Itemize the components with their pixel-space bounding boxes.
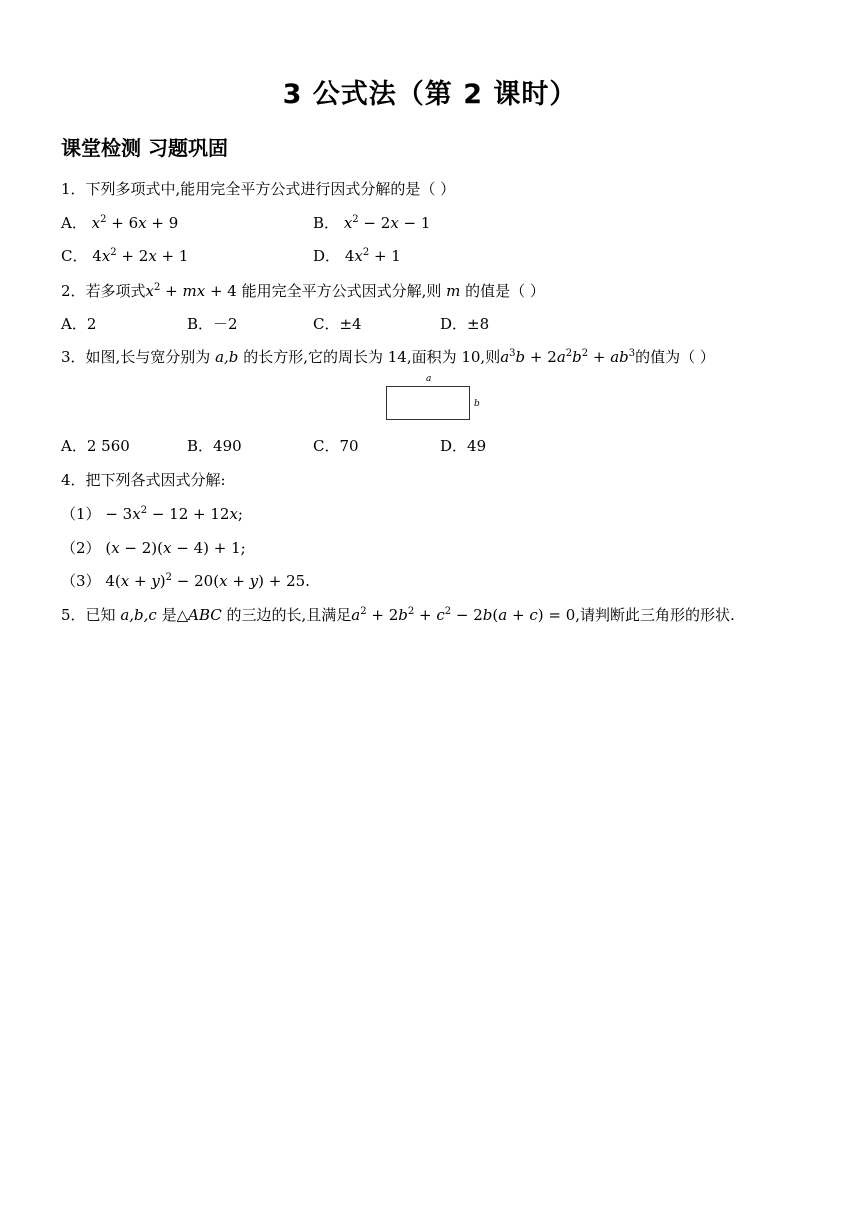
q2-option-a: A．2: [61, 315, 97, 333]
part-label: （2）: [61, 539, 101, 557]
q1-option-b: [313, 212, 430, 233]
q4-part-3: [61, 570, 310, 591]
stem-expression: $x^2$ + mx + 4: [145, 282, 237, 300]
stem-variables: a,b: [215, 348, 239, 366]
part-expression: $4(x + y)^2 - 20(x + y) + 25$.: [105, 572, 310, 590]
section-heading: 课堂检测 习题巩固: [61, 136, 228, 160]
stem-triangle: ABC: [188, 606, 222, 624]
option-expression: $x^2 + 6x + 9$: [91, 214, 179, 232]
question-2-stem: [61, 280, 545, 301]
question-5-stem: [61, 604, 735, 625]
stem-text: 5．已知: [61, 606, 121, 624]
question-1-stem: 1．下列多项式中,能用完全平方公式进行因式分解的是（ ）: [61, 180, 456, 198]
figure-label-b: b: [474, 399, 480, 409]
option-label: D．: [313, 247, 341, 265]
option-label: A．: [61, 214, 87, 232]
part-label: （3）: [61, 572, 101, 590]
part-expression: (x − 2)(x − 4) + 1;: [105, 539, 246, 557]
stem-text: 能用完全平方公式因式分解,则: [236, 282, 447, 300]
part-expression: − $3x^2 - 12 + 12x$;: [105, 505, 243, 523]
stem-text: 的长方形,它的周长为 14,面积为 10,则: [238, 348, 501, 366]
q4-part-1: [61, 503, 243, 524]
q1-option-a: [61, 212, 178, 233]
stem-text: 2．若多项式: [61, 282, 146, 300]
rectangle-figure: [386, 374, 486, 426]
stem-variables: a,b,c: [120, 606, 157, 624]
stem-text: 3．如图,长与宽分别为: [61, 348, 216, 366]
stem-text: ,请判断此三角形的形状.: [575, 606, 735, 624]
option-label: B．: [313, 214, 340, 232]
q1-option-c: [61, 245, 188, 266]
q2-option-c: C．±4: [313, 315, 362, 333]
q1-option-d: [313, 245, 401, 266]
option-expression: $4x^2 + 2x + 1$: [92, 247, 189, 265]
stem-text: 是△: [156, 606, 189, 624]
q3-option-b: B．490: [187, 437, 242, 455]
q3-option-a: A．2 560: [61, 437, 130, 455]
stem-text: 的值是（ ）: [460, 282, 545, 300]
stem-expression: $a^2 + 2b^2 + c^2 - 2b(a + c) = 0$: [351, 606, 576, 624]
rectangle-shape: [386, 386, 470, 420]
question-4-stem: 4．把下列各式因式分解:: [61, 471, 226, 489]
stem-text: 的值为（ ）: [635, 348, 715, 366]
q3-option-c: C．70: [313, 437, 359, 455]
option-expression: $x^2 - 2x - 1$: [343, 214, 431, 232]
option-label: C．: [61, 247, 88, 265]
q3-option-d: D．49: [440, 437, 487, 455]
page-title: 3 公式法（第 2 课时）: [282, 79, 578, 110]
stem-text: 的三边的长,且满足: [221, 606, 352, 624]
figure-label-a: a: [426, 374, 432, 384]
stem-variable: m: [446, 282, 461, 300]
q2-option-b: B．－2: [187, 315, 238, 333]
q2-option-d: D．±8: [440, 315, 490, 333]
part-label: （1）: [61, 505, 101, 523]
stem-expression: $a^3b + 2a^2b^2 + ab^3$: [500, 348, 636, 366]
question-3-stem: [61, 346, 715, 367]
q4-part-2: [61, 537, 246, 558]
option-expression: $4x^2 + 1$: [344, 247, 401, 265]
